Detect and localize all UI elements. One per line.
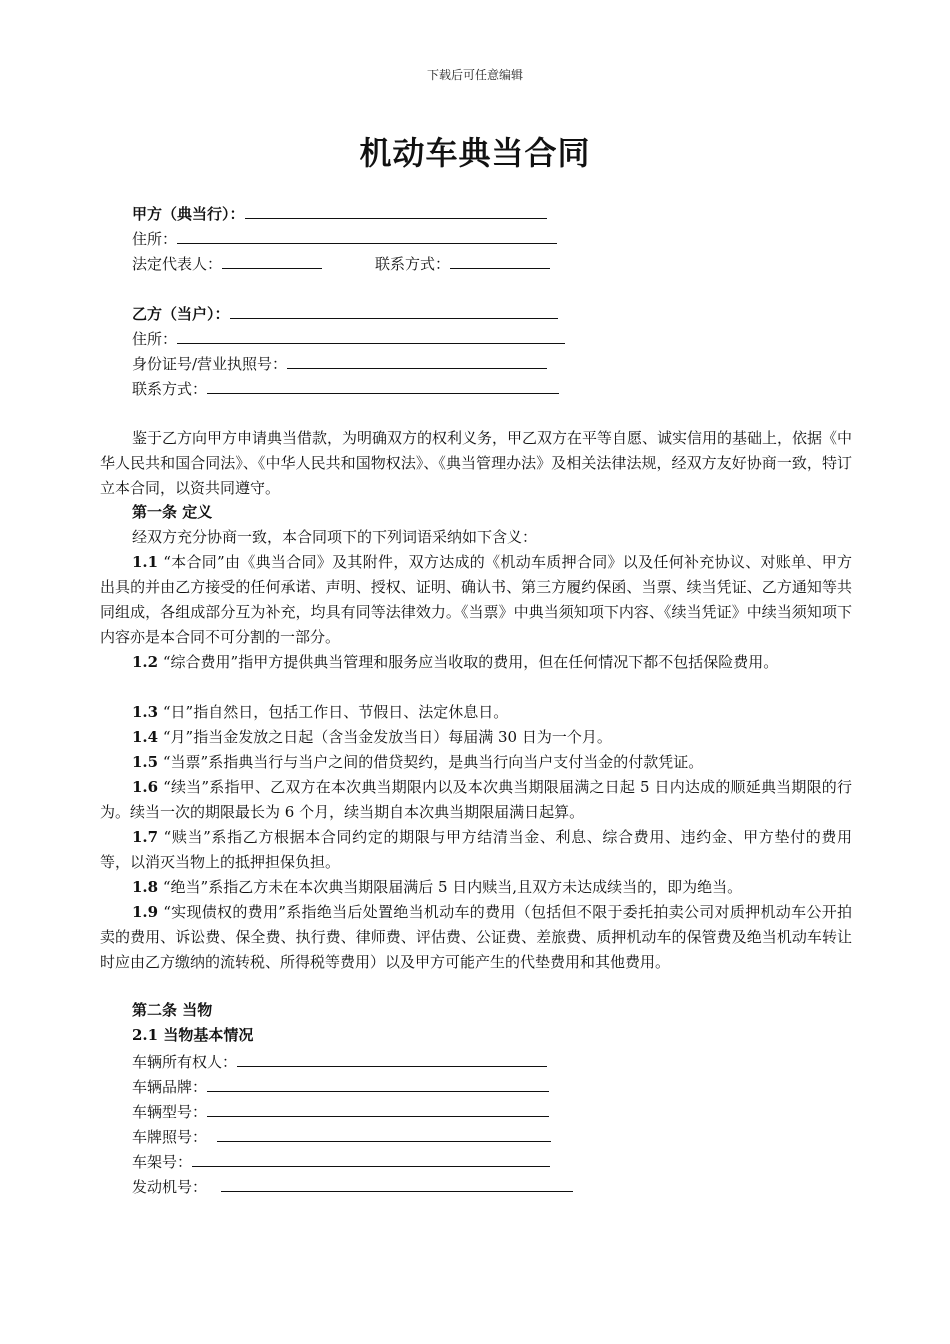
party-a-contact-row: [375, 250, 550, 277]
definition-1-2: 1.2 “综合费用”指甲方提供典当管理和服务应当收取的费用，但在任何情况下都不包括保险费用。: [132, 653, 779, 671]
party-b-label: 乙方（当户）：: [132, 305, 230, 323]
definition-1-6: 1.6 “续当”系指甲、乙双方在本次典当期限内以及本次典当期限届满之日起 5 日内达成的顺延典当期限的行为。续当一次的期限最长为 6 个月，续当期自本次典当期限届满日起算。: [100, 778, 852, 821]
definition-1-1: 1.1 “本合同”由《典当合同》及其附件，双方达成的《机动车质押合同》以及任何补充协议、对账单、甲方出具的并由乙方接受的任何承诺、声明、授权、证明、确认书、第三方履约保函、当票、续当凭证、乙方通知等共同组成，各组成部分互为补充，均具有同等法律效力。《当票》中典当须知项下内容、《续当凭证》中续当须知项下内容亦是本合同不可分割的一部分。: [100, 553, 852, 646]
party-a-label: 甲方（典当行）：: [132, 205, 245, 223]
party-b-contact-blank[interactable]: [207, 375, 559, 394]
preamble-paragraph: 鉴于乙方向甲方申请典当借款，为明确双方的权利义务，甲乙双方在平等自愿、诚实信用的基础上，依据《中华人民共和国合同法》、《中华人民共和国物权法》、《典当管理办法》及相关法律法规，经双方友好协商一致，特订立本合同，以资共同遵守。: [100, 429, 853, 497]
party-a-address-row: [132, 225, 557, 252]
party-b-blank[interactable]: [230, 300, 558, 319]
party-b-id-blank[interactable]: [287, 350, 547, 369]
party-b-row: [132, 300, 558, 327]
vehicle-model-row: [132, 1098, 549, 1125]
party-a-contact-blank[interactable]: [450, 250, 550, 269]
vehicle-brand-label: 车辆品牌：: [132, 1078, 208, 1096]
vehicle-engine-blank[interactable]: [221, 1173, 573, 1192]
vehicle-plate-label: 车牌照号：: [132, 1128, 208, 1146]
vehicle-brand-row: [132, 1073, 549, 1100]
vehicle-model-blank[interactable]: [207, 1098, 549, 1117]
party-a-address-label: 住所：: [132, 230, 178, 248]
vehicle-frame-label: 车架号：: [132, 1153, 193, 1171]
party-a-address-blank[interactable]: [177, 225, 557, 244]
vehicle-brand-blank[interactable]: [207, 1073, 549, 1092]
page-title: 机动车典当合同: [359, 134, 591, 172]
party-a-blank[interactable]: [245, 200, 547, 219]
article1-intro: 经双方充分协商一致，本合同项下的下列词语采纳如下含义：: [132, 528, 538, 546]
party-a-contact-label: 联系方式：: [375, 255, 451, 273]
party-a-rep-blank[interactable]: [222, 250, 322, 269]
vehicle-owner-row: [132, 1048, 547, 1075]
definition-1-5: 1.5 “当票”系指典当行与当户之间的借贷契约，是典当行向当户支付当金的付款凭证。: [132, 753, 704, 771]
party-b-address-label: 住所：: [132, 330, 178, 348]
vehicle-plate-blank[interactable]: [217, 1123, 551, 1142]
party-b-contact-row: [132, 375, 559, 402]
vehicle-engine-row: [132, 1173, 573, 1200]
vehicle-frame-row: [132, 1148, 550, 1175]
definition-1-4: 1.4 “月”指当金发放之日起（含当金发放当日）每届满 30 日为一个月。: [132, 728, 612, 746]
vehicle-plate-row: [132, 1123, 551, 1150]
party-b-contact-label: 联系方式：: [132, 380, 208, 398]
definition-1-7: 1.7 “赎当”系指乙方根据本合同约定的期限与甲方结清当金、利息、综合费用、违约金、甲方垫付的费用等，以消灭当物上的抵押担保负担。: [100, 828, 852, 871]
vehicle-model-label: 车辆型号：: [132, 1103, 208, 1121]
definition-1-8: 1.8 “绝当”系指乙方未在本次典当期限届满后 5 日内赎当,且双方未达成续当的，即为绝当。: [132, 878, 743, 896]
header-note: 下载后可任意编辑: [426, 68, 523, 82]
party-b-address-blank[interactable]: [177, 325, 565, 344]
article2-heading: 第二条 当物: [132, 1001, 213, 1019]
vehicle-engine-label: 发动机号：: [132, 1178, 208, 1196]
party-b-id-label: 身份证号/营业执照号：: [132, 355, 288, 373]
vehicle-frame-blank[interactable]: [192, 1148, 550, 1167]
party-b-address-row: [132, 325, 565, 352]
party-b-id-row: [132, 350, 547, 377]
definition-1-3: 1.3 “日”指自然日，包括工作日、节假日、法定休息日。: [132, 703, 509, 721]
definition-1-9: 1.9 “实现债权的费用”系指绝当后处置绝当机动车的费用（包括但不限于委托拍卖公司对质押机动车公开拍卖的费用、诉讼费、保全费、执行费、律师费、评估费、公证费、差旅费、质押机动车的保管费及绝当机动车转让时应由乙方缴纳的流转税、所得税等费用）以及甲方可能产生的代垫费用和其他费用。: [100, 903, 852, 971]
vehicle-owner-label: 车辆所有权人：: [132, 1053, 238, 1071]
article2-subheading: 2.1 当物基本情况: [132, 1026, 254, 1044]
vehicle-owner-blank[interactable]: [237, 1048, 547, 1067]
party-a-rep-row: [132, 250, 322, 277]
party-a-row: [132, 200, 547, 227]
article1-heading: 第一条 定义: [132, 503, 213, 521]
party-a-rep-label: 法定代表人：: [132, 255, 223, 273]
